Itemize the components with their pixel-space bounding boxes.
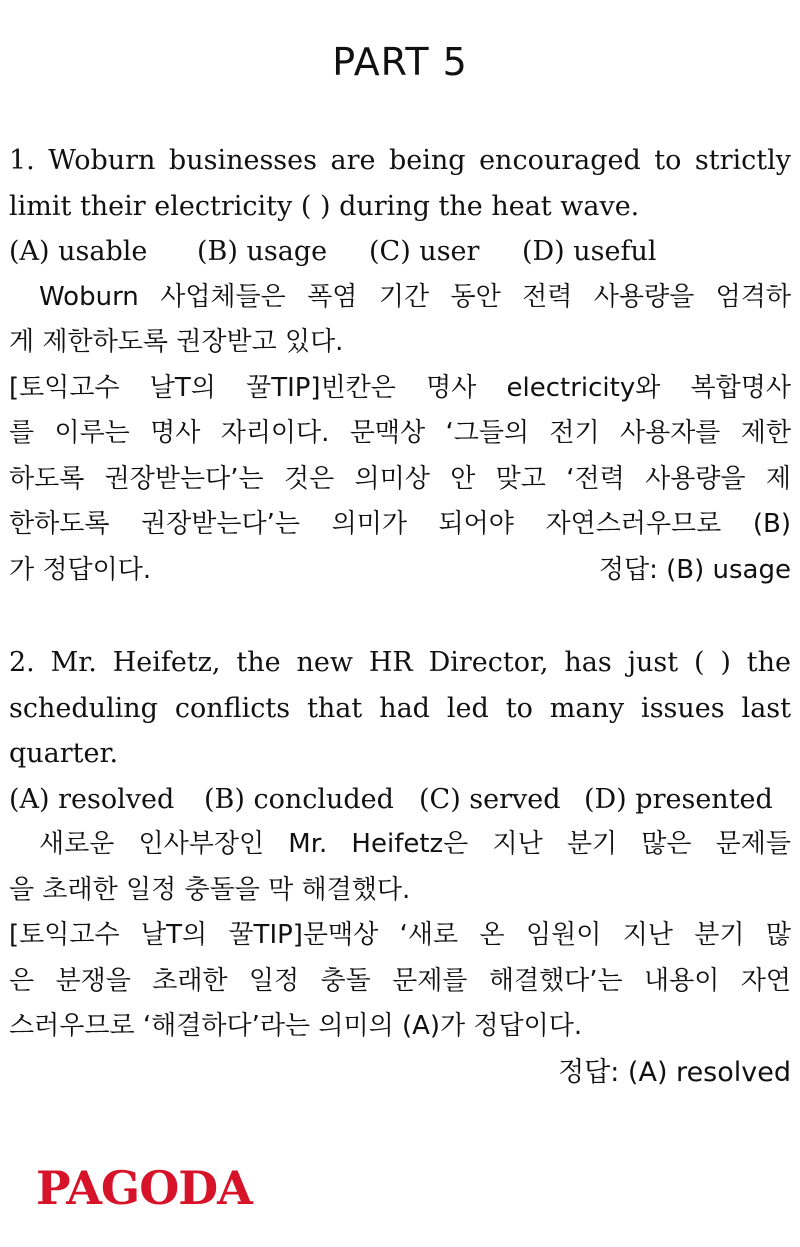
option-d: (D) useful bbox=[522, 236, 657, 267]
option-b: (B) concluded bbox=[204, 783, 394, 815]
tip-last-row bbox=[9, 548, 791, 594]
question-text-line: quarter. bbox=[9, 738, 119, 769]
translation-line: 새로운 인사부장인 Mr. Heifetz은 지난 분기 많은 문제들 bbox=[39, 829, 791, 859]
tip-line: 하도록 권장받는다’는 것은 의미상 안 맞고 ‘전력 사용량을 제 bbox=[9, 463, 791, 494]
tip-line: 한하도록 권장받는다’는 의미가 되어야 자연스러우므로 (B) bbox=[9, 509, 791, 539]
tip-line: 가 정답이다. bbox=[9, 554, 152, 585]
question-1 bbox=[9, 138, 791, 593]
answer-options bbox=[9, 229, 791, 275]
question-text-line: scheduling conflicts that had led to many issues last bbox=[9, 692, 791, 724]
question-text-line: 1. Woburn businesses are being encouraged to strictly bbox=[9, 145, 791, 176]
option-b: (B) usage bbox=[197, 236, 328, 267]
option-a: (A) usable bbox=[9, 236, 148, 267]
answer-key: 정답: (B) usage bbox=[598, 554, 791, 585]
tip-line: [토익고수 날T의 꿀TIP]빈칸은 명사 electricity와 복합명사 bbox=[9, 372, 791, 403]
question-text-line: 2. Mr. Heifetz, the new HR Director, has just ( ) the bbox=[9, 647, 791, 678]
question-text-line: limit their electricity ( ) during the heat wave. bbox=[9, 190, 640, 222]
pagoda-logo: PAGODA bbox=[36, 1161, 252, 1215]
page-title: PART 5 bbox=[332, 40, 468, 84]
translation-line: 게 제한하도록 권장받고 있다. bbox=[9, 327, 344, 357]
option-d: (D) presented bbox=[584, 783, 773, 815]
option-c: (C) served bbox=[419, 783, 561, 815]
tip-line: 은 분쟁을 초래한 일정 충돌 문제를 해결했다’는 내용이 자연 bbox=[9, 965, 791, 996]
tip-line: [토익고수 날T의 꿀TIP]문맥상 ‘새로 온 임원이 지난 분기 많 bbox=[9, 920, 791, 950]
tip-line: 를 이루는 명사 자리이다. 문맥상 ‘그들의 전기 사용자를 제한 bbox=[9, 418, 791, 448]
answer-key: 정답: (A) resolved bbox=[558, 1056, 791, 1088]
translation-line: 을 초래한 일정 충돌을 막 해결했다. bbox=[9, 874, 411, 905]
answer-options bbox=[9, 777, 791, 823]
question-2 bbox=[9, 640, 791, 1095]
translation-line: Woburn 사업체들은 폭염 기간 동안 전력 사용량을 엄격하 bbox=[39, 281, 791, 312]
option-c: (C) user bbox=[369, 236, 480, 267]
tip-line: 스러우므로 ‘해결하다’라는 의미의 (A)가 정답이다. bbox=[9, 1011, 583, 1041]
option-a: (A) resolved bbox=[9, 783, 175, 815]
